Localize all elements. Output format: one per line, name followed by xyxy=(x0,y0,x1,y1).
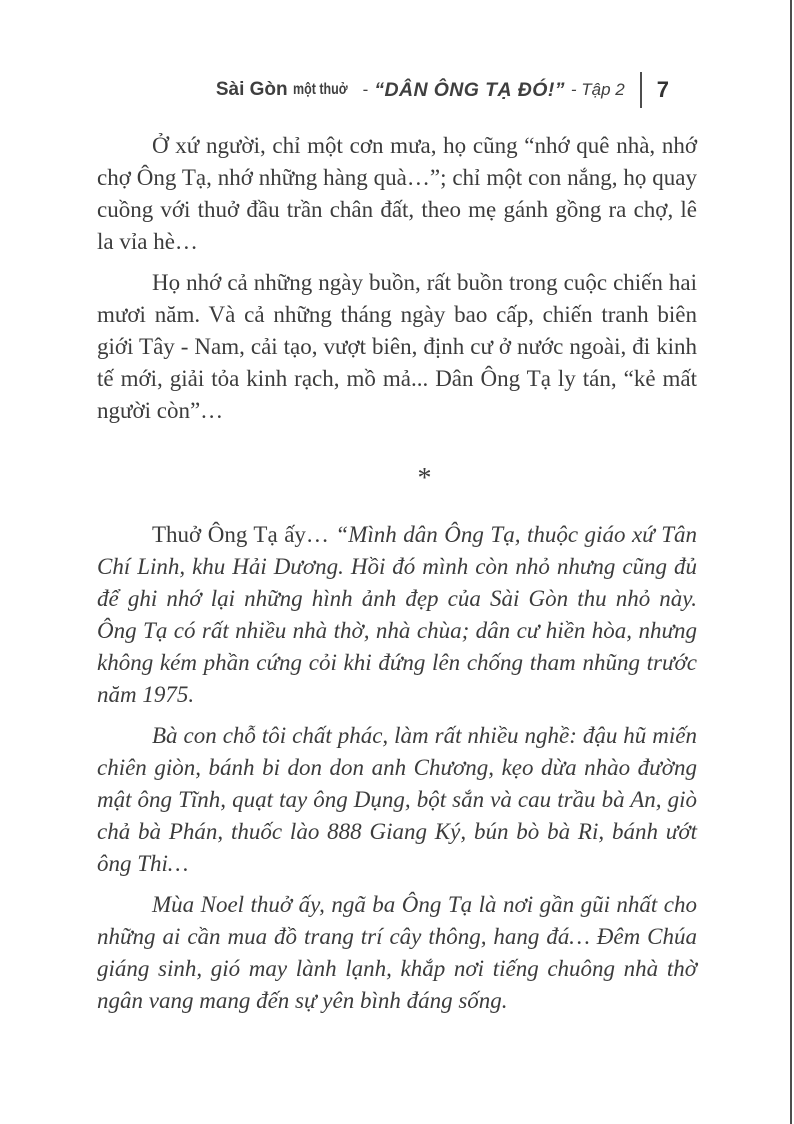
page-edge-scan-line xyxy=(790,0,792,1124)
paragraph-2: Họ nhớ cả những ngày buồn, rất buồn trong cuộc chiến hai mươi năm. Và cả những tháng ngày bao cấp, chiến tranh biên giới Tây - Nam, cải tạo, vượt biên, định cư ở nước ngoài, đi kinh tế mới, giải tỏa kinh rạch, mồ mả... Dân Ông Tạ ly tán, “kẻ mất người còn”… xyxy=(97,270,697,423)
paragraph-4: Bà con chỗ tôi chất phác, làm rất nhiều nghề: đậu hũ miến chiên giòn, bánh bi don don anh Chương, kẹo dừa nhào đường mật ông Tĩnh, quạt tay ông Dụng, bột sắn và cau trầu bà An, giò chả bà Phán, thuốc lào 888 Giang Ký, bún bò bà Ri, bánh ướt ông Thi… xyxy=(97,723,697,876)
page-number: 7 xyxy=(656,77,669,102)
paragraph-3 xyxy=(97,519,697,711)
section-divider-asterisk: * xyxy=(417,463,432,494)
paragraph-3-lead: Thuở Ông Tạ ấy… xyxy=(152,522,336,547)
paragraph-3-quote: “Mình dân Ông Tạ, thuộc giáo xứ Tân Chí Linh, khu Hải Dương. Hồi đó mình còn nhỏ nhưng cũng đủ để ghi nhớ lại những hình ảnh đẹp của Sài Gòn thu nhỏ này. Ông Tạ có rất nhiều nhà thờ, nhà chùa; dân cư hiền hòa, nhưng không kém phần cứng cỏi khi đứng lên chống tham nhũng trước năm 1975. xyxy=(97,522,698,707)
header-separator: - xyxy=(362,80,369,99)
volume-label: - Tập 2 xyxy=(570,80,625,99)
series-subtitle: một thuở xyxy=(292,81,348,98)
paragraph-5: Mùa Noel thuở ấy, ngã ba Ông Tạ là nơi gần gũi nhất cho những ai cần mua đồ trang trí cây thông, hang đá… Đêm Chúa giáng sinh, gió may lành lạnh, khắp nơi tiếng chuông nhà thờ ngân vang mang đến sự yên bình đáng sống. xyxy=(97,892,697,1013)
series-title: Sài Gòn xyxy=(215,79,288,100)
body-text-block xyxy=(97,130,697,1026)
running-header xyxy=(216,72,669,108)
header-divider-bar xyxy=(640,72,642,108)
paragraph-1: Ở xứ người, chỉ một cơn mưa, họ cũng “nhớ quê nhà, nhớ chợ Ông Tạ, nhớ những hàng quà…”; chỉ một con nắng, họ quay cuồng với thuở đầu trần chân đất, theo mẹ gánh gồng ra chợ, lê la vỉa hè… xyxy=(97,133,697,254)
book-title: “DÂN ÔNG TẠ ĐÓ!” xyxy=(374,78,565,101)
